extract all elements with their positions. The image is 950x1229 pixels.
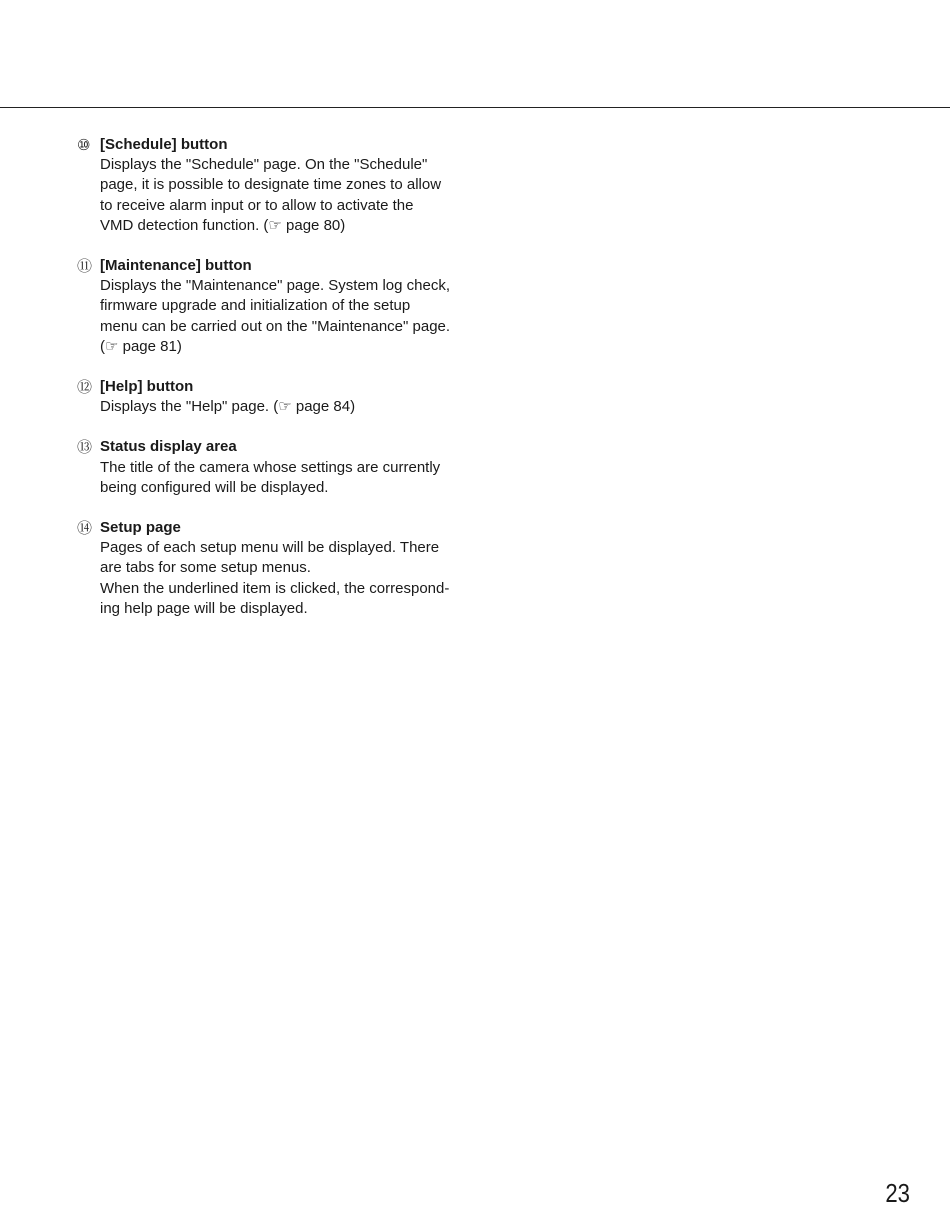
item-title: Status display area: [100, 438, 237, 456]
page-number: 23: [885, 1178, 910, 1208]
item-title: [Schedule] button: [100, 136, 228, 153]
item-description: [100, 538, 477, 619]
item-description: [100, 155, 477, 236]
item-number: ⑫: [77, 378, 93, 397]
description-line: are tabs for some setup menus.: [100, 559, 311, 577]
item-title: [Help] button: [100, 378, 194, 396]
list-item-maintenance-button: [77, 256, 477, 357]
description-line: When the underlined item is clicked, the correspond-: [100, 579, 450, 597]
item-number: ⑭: [77, 519, 93, 538]
list-item-schedule-button: [77, 135, 477, 236]
description-line: (☞ page 81): [100, 337, 182, 355]
item-title: [Maintenance] button: [100, 257, 252, 275]
item-description: [100, 276, 477, 357]
header-rule: [0, 107, 950, 108]
list-item-setup-page: [77, 518, 477, 619]
description-line: The title of the camera whose settings are currently: [100, 458, 441, 476]
description-line: being configured will be displayed.: [100, 478, 329, 496]
description-line: page, it is possible to designate time zones to allow: [100, 176, 442, 194]
list-item-help-button: [77, 377, 477, 417]
description-line: ing help page will be displayed.: [100, 599, 308, 617]
description-line: to receive alarm input or to allow to activate the: [100, 196, 414, 214]
item-description: [100, 458, 477, 498]
list-item-status-display-area: [77, 437, 477, 498]
item-description: [100, 397, 477, 417]
description-line: Displays the "Schedule" page. On the "Schedule": [100, 156, 428, 174]
description-line: menu can be carried out on the "Maintenance" page.: [100, 317, 451, 335]
description-line: Displays the "Maintenance" page. System log check,: [100, 277, 450, 295]
item-number: ⑪: [77, 257, 93, 276]
item-number: ⑬: [77, 438, 93, 457]
item-number: ⑩: [77, 136, 91, 154]
description-list: [77, 135, 477, 639]
description-line: firmware upgrade and initialization of the setup: [100, 297, 411, 315]
description-line: Pages of each setup menu will be displayed. There: [100, 539, 440, 557]
item-title: Setup page: [100, 519, 181, 537]
description-line: VMD detection function. (☞ page 80): [100, 216, 346, 234]
description-line: Displays the "Help" page. (☞ page 84): [100, 398, 356, 416]
